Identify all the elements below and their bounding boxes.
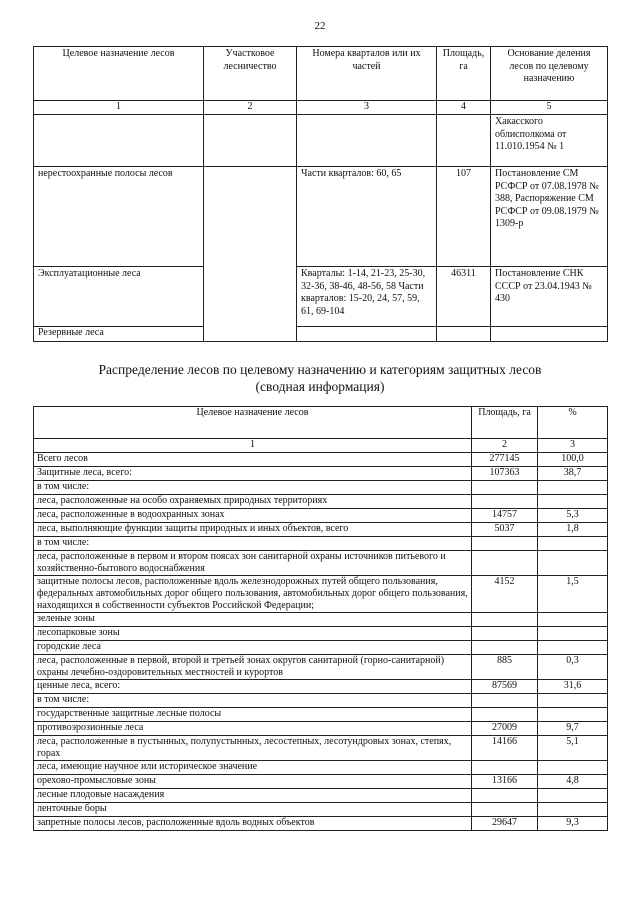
- table-row: [34, 803, 608, 817]
- cell-purpose: в том числе:: [34, 694, 472, 708]
- cell-percent: 9,7: [538, 722, 608, 736]
- table-row: [34, 453, 608, 467]
- cell-area: 885: [472, 655, 538, 680]
- cell-area: [472, 613, 538, 627]
- table2-header-area: Площадь, га: [472, 407, 538, 439]
- cell-percent: [538, 803, 608, 817]
- cell-area: 27009: [472, 722, 538, 736]
- cell-district: [204, 167, 297, 327]
- cell-purpose: леса, расположенные в водоохранных зонах: [34, 509, 472, 523]
- cell-percent: 38,7: [538, 467, 608, 481]
- cell-area: 107363: [472, 467, 538, 481]
- cell-basis: Хакасского облисполкома от 11.010.1954 № 1: [491, 115, 608, 167]
- cell-percent: [538, 708, 608, 722]
- table-row: [34, 655, 608, 680]
- cell-purpose: государственные защитные лесные полосы: [34, 708, 472, 722]
- cell-area: 13166: [472, 775, 538, 789]
- table-row: [34, 537, 608, 551]
- section-title-line1: Распределение лесов по целевому назначению и категориям защитных лесов: [98, 362, 542, 377]
- table-row: [34, 722, 608, 736]
- cell-purpose: ценные леса, всего:: [34, 680, 472, 694]
- cell-percent: [538, 761, 608, 775]
- cell-area: 29647: [472, 817, 538, 831]
- table-row: [34, 789, 608, 803]
- cell-purpose: зеленые зоны: [34, 613, 472, 627]
- cell-purpose: нерестоохранные полосы лесов: [34, 167, 204, 267]
- table1-colnum: 3: [297, 101, 437, 115]
- table2-colnum: 1: [34, 439, 472, 453]
- cell-area: [472, 761, 538, 775]
- table2-header-purpose: Целевое назначение лесов: [34, 407, 472, 439]
- cell-area: [437, 115, 491, 167]
- cell-area: 4152: [472, 576, 538, 613]
- cell-purpose: противоэрозионные леса: [34, 722, 472, 736]
- cell-purpose: в том числе:: [34, 481, 472, 495]
- table2-body: [34, 453, 608, 831]
- cell-purpose: [34, 115, 204, 167]
- cell-area: [472, 495, 538, 509]
- cell-purpose: леса, расположенные в первом и втором поясах зон санитарной охраны источников питьевого и хозяйственно-бытового водоснабжения: [34, 551, 472, 576]
- cell-percent: [538, 789, 608, 803]
- table-row: [34, 481, 608, 495]
- table1-header-row: [34, 47, 608, 101]
- cell-percent: 1,5: [538, 576, 608, 613]
- cell-percent: [538, 495, 608, 509]
- cell-percent: 9,3: [538, 817, 608, 831]
- table2-colnum: 3: [538, 439, 608, 453]
- cell-area: [437, 327, 491, 342]
- cell-area: 14757: [472, 509, 538, 523]
- cell-purpose: лесопарковые зоны: [34, 627, 472, 641]
- cell-area: [472, 708, 538, 722]
- table1-header-district: Участковое лесничество: [204, 47, 297, 101]
- cell-basis: [491, 327, 608, 342]
- cell-quarters: Части кварталов: 60, 65: [297, 167, 437, 267]
- cell-percent: [538, 613, 608, 627]
- table1-colnum: 1: [34, 101, 204, 115]
- cell-percent: [538, 551, 608, 576]
- section-title: [0, 361, 640, 395]
- table2-colnum: 2: [472, 439, 538, 453]
- cell-area: [472, 537, 538, 551]
- cell-purpose: леса, имеющие научное или историческое значение: [34, 761, 472, 775]
- cell-percent: [538, 694, 608, 708]
- cell-purpose: Эксплуатационные леса: [34, 267, 204, 327]
- cell-area: 14166: [472, 736, 538, 761]
- table1-header-area: Площадь, га: [437, 47, 491, 101]
- table1-header-basis: Основание деления лесов по целевому назначению: [491, 47, 608, 101]
- forest-purpose-table-continued: [33, 46, 608, 342]
- cell-purpose: леса, расположенные на особо охраняемых природных территориях: [34, 495, 472, 509]
- table-row: [34, 267, 608, 327]
- cell-area: [472, 551, 538, 576]
- table-row: [34, 708, 608, 722]
- cell-percent: 5,1: [538, 736, 608, 761]
- cell-area: [472, 627, 538, 641]
- cell-area: [472, 481, 538, 495]
- cell-purpose: Резервные леса: [34, 327, 204, 342]
- table-row: [34, 761, 608, 775]
- cell-quarters: [297, 115, 437, 167]
- cell-purpose: городские леса: [34, 641, 472, 655]
- table1-header-purpose: Целевое назначение лесов: [34, 47, 204, 101]
- cell-percent: 0,3: [538, 655, 608, 680]
- table-row: [34, 775, 608, 789]
- cell-area: 87569: [472, 680, 538, 694]
- cell-district: [204, 115, 297, 167]
- cell-percent: [538, 627, 608, 641]
- table2-header-percent: %: [538, 407, 608, 439]
- forest-distribution-summary-table: [33, 406, 608, 831]
- table-row: [34, 680, 608, 694]
- cell-quarters: Кварталы: 1-14, 21-23, 25-30, 32-36, 38-46, 48-56, 58 Части кварталов: 15-20, 24, 57, 59, 61, 69-104: [297, 267, 437, 327]
- cell-purpose: орехово-промысловые зоны: [34, 775, 472, 789]
- cell-area: 277145: [472, 453, 538, 467]
- cell-area: [472, 803, 538, 817]
- table-row: [34, 613, 608, 627]
- table-row: [34, 627, 608, 641]
- table1-colnum: 2: [204, 101, 297, 115]
- table-row: [34, 467, 608, 481]
- table2-column-numbers: [34, 439, 608, 453]
- table-row: [34, 641, 608, 655]
- cell-area: [472, 641, 538, 655]
- cell-percent: 100,0: [538, 453, 608, 467]
- cell-percent: [538, 537, 608, 551]
- cell-area: 46311: [437, 267, 491, 327]
- cell-percent: 1,8: [538, 523, 608, 537]
- cell-purpose: лесные плодовые насаждения: [34, 789, 472, 803]
- cell-purpose: защитные полосы лесов, расположенные вдоль железнодорожных путей общего пользования, федеральных автомобильных дорог общего пользования, автомобильных дорог общего пользования, находящихся в собственности субъектов Российской Федерации;: [34, 576, 472, 613]
- table1-colnum: 5: [491, 101, 608, 115]
- table-row: [34, 509, 608, 523]
- table-row: [34, 551, 608, 576]
- cell-purpose: в том числе:: [34, 537, 472, 551]
- cell-purpose: ленточные боры: [34, 803, 472, 817]
- table-row: [34, 817, 608, 831]
- cell-purpose: леса, расположенные в первой, второй и третьей зонах округов санитарной (горно-санитарной) охраны лечебно-оздоровительных местностей и курортов: [34, 655, 472, 680]
- table-row: [34, 115, 608, 167]
- cell-area: [472, 789, 538, 803]
- cell-percent: 5,3: [538, 509, 608, 523]
- table-row: [34, 495, 608, 509]
- table-row: [34, 576, 608, 613]
- table-row: [34, 694, 608, 708]
- table-row: [34, 167, 608, 267]
- table2-header-row: [34, 407, 608, 439]
- cell-percent: 31,6: [538, 680, 608, 694]
- cell-district: [204, 327, 297, 342]
- cell-percent: [538, 641, 608, 655]
- section-title-line2: (сводная информация): [255, 379, 385, 394]
- cell-purpose: Защитные леса, всего:: [34, 467, 472, 481]
- cell-basis: Постановление СНК СССР от 23.04.1943 № 430: [491, 267, 608, 327]
- cell-purpose: запретные полосы лесов, расположенные вдоль водных объектов: [34, 817, 472, 831]
- cell-basis: Постановление СМ РСФСР от 07.08.1978 № 388, Распоряжение СМ РСФСР от 09.08.1979 № 1309-р: [491, 167, 608, 267]
- cell-quarters: [297, 327, 437, 342]
- page-number: 22: [314, 20, 326, 32]
- cell-area: 107: [437, 167, 491, 267]
- cell-area: 5037: [472, 523, 538, 537]
- cell-purpose: леса, выполняющие функции защиты природных и иных объектов, всего: [34, 523, 472, 537]
- table-row: [34, 523, 608, 537]
- table-row: [34, 736, 608, 761]
- cell-purpose: Всего лесов: [34, 453, 472, 467]
- table1-column-numbers: [34, 101, 608, 115]
- cell-percent: 4,8: [538, 775, 608, 789]
- table-row: [34, 327, 608, 342]
- table1-header-quarters: Номера кварталов или их частей: [297, 47, 437, 101]
- cell-purpose: леса, расположенные в пустынных, полупустынных, лесостепных, лесотундровых зонах, степях, горах: [34, 736, 472, 761]
- cell-area: [472, 694, 538, 708]
- cell-percent: [538, 481, 608, 495]
- table1-colnum: 4: [437, 101, 491, 115]
